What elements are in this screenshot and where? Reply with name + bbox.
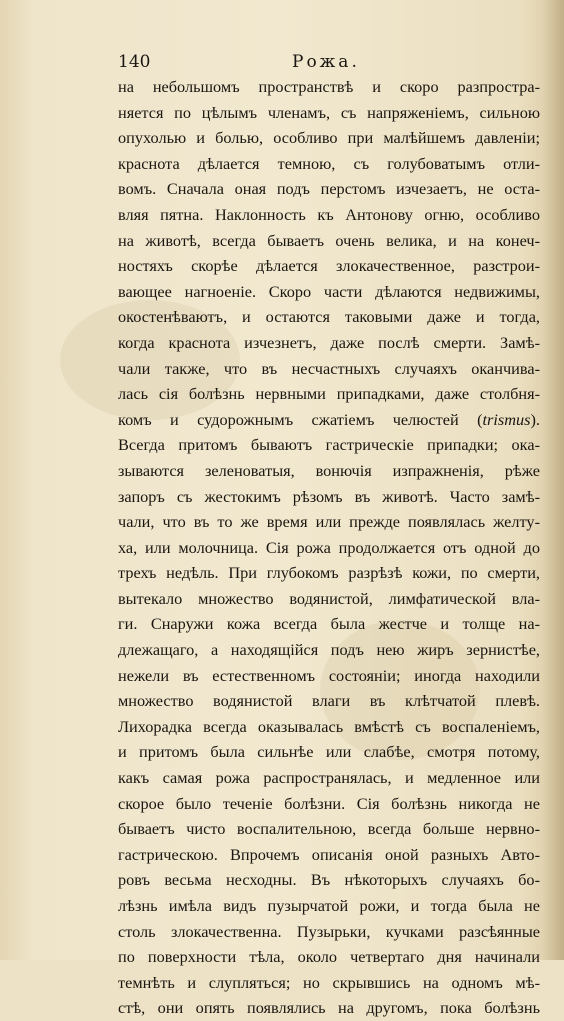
line-text: темнѣть и слупляться; но скрывшись на одномъ мѣ- <box>118 972 540 992</box>
line-text: зываются зеленоватыя, вонючія изпражненія, рѣже <box>118 460 540 480</box>
page-number: 140 <box>118 52 151 72</box>
line-text: лѣзнь имѣла видъ пузырчатой рожи, и тогда была не <box>118 896 540 915</box>
text-line <box>118 228 540 254</box>
text-line <box>118 919 540 945</box>
text-line <box>118 739 540 765</box>
text-line <box>118 176 540 202</box>
body-text <box>118 74 540 1021</box>
text-line <box>118 867 540 893</box>
text-line <box>118 279 540 305</box>
text-line <box>118 381 540 407</box>
text-line <box>118 637 540 663</box>
line-text: столь злокачественна. Пузырьки, кучками разсѣянные <box>118 921 540 941</box>
line-text: ). <box>530 409 540 429</box>
line-text: ностяхъ скорѣе дѣлается злокачественное, разстрои- <box>118 256 540 276</box>
line-text: ровъ весьма несходны. Въ нѣкоторыхъ случаяхъ бо- <box>118 870 540 890</box>
text-line <box>118 432 540 458</box>
text-line <box>118 253 540 279</box>
text-line <box>118 944 540 970</box>
text-line <box>118 688 540 714</box>
line-text: ха, или молочница. Сія рожа продолжается отъ одной до <box>118 537 540 557</box>
line-text: на небольшомъ пространствѣ и скоро разпростра- <box>118 77 540 96</box>
text-line <box>118 151 540 177</box>
text-line <box>118 611 540 637</box>
running-title: Рожа. <box>292 52 360 72</box>
line-text: скорое было теченіе болѣзни. Сія болѣзнь никогда не <box>118 793 540 813</box>
line-text: няется по цѣлымъ членамъ, съ напряженіемъ, сильною <box>118 102 540 122</box>
text-line <box>118 970 540 996</box>
line-text: чали также, что въ несчастныхъ случаяхъ оканчива- <box>118 358 540 378</box>
text-line <box>118 893 540 919</box>
text-line <box>118 74 540 100</box>
line-text: какъ самая рожа распространялась, и медленное или <box>118 768 540 788</box>
line-text: трехъ недѣль. При глубокомъ разрѣзѣ кожи, по смерти, <box>118 563 540 583</box>
text-line <box>118 560 540 586</box>
text-line <box>118 586 540 612</box>
text-line <box>118 535 540 561</box>
line-text: Всегда притомъ бываютъ гастрическіе припадки; ока- <box>118 435 540 455</box>
line-text: комъ и судорожнымъ сжатіемъ челюстей ( <box>118 409 483 429</box>
text-line <box>118 791 540 817</box>
text-line <box>118 100 540 126</box>
line-text: по поверхности тѣла, около четвертаго дня начинали <box>118 947 540 967</box>
text-line <box>118 458 540 484</box>
text-line <box>118 484 540 510</box>
line-text: лась сія болѣзнь нервными припадками, даже столбня- <box>118 384 540 404</box>
line-text: вляя пятна. Наклонность къ Антонову огню, особливо <box>118 204 540 224</box>
latin-term: trismus <box>482 409 531 429</box>
line-text: гастрическою. Впрочемъ описанія оной разныхъ Авто- <box>118 844 540 864</box>
text-line <box>118 330 540 356</box>
text-line <box>118 202 540 228</box>
page-edge-shadow <box>542 0 564 960</box>
text-line <box>118 816 540 842</box>
line-text: краснота дѣлается темною, съ голубоватымъ отли- <box>118 153 540 173</box>
text-line <box>118 407 540 433</box>
line-text: и притомъ была сильнѣе или слабѣе, смотря потому, <box>118 742 540 762</box>
line-text: окостенѣваютъ, и остаются таковыми даже и тогда, <box>118 307 540 327</box>
line-text: когда краснота изчезнетъ, даже послѣ смерти. Замѣ- <box>118 332 540 352</box>
line-text: длежащаго, а находящійся подъ нею жиръ зернистѣе, <box>118 640 540 660</box>
line-text: вомъ. Сначала оная подъ перстомъ изчезаетъ, не оста- <box>118 179 540 199</box>
text-line <box>118 842 540 868</box>
text-line <box>118 356 540 382</box>
line-text: опухолью и болью, особливо при малѣйшемъ давленіи; <box>118 128 540 148</box>
line-text: нежели въ естественномъ состояніи; иногда находили <box>118 665 540 685</box>
line-text: вающее нагноеніе. Скоро части дѣлаются недвижимы, <box>118 281 540 301</box>
text-line <box>118 714 540 740</box>
line-text: стѣ, они опять появлялись на другомъ, пока болѣзнь <box>118 998 540 1018</box>
line-text: бываетъ чисто воспалительною, всегда больше нервно- <box>118 819 540 839</box>
text-line <box>118 509 540 535</box>
line-text: чали, что въ то же время или прежде появлялась желту- <box>118 512 540 532</box>
text-line <box>118 125 540 151</box>
line-text: запоръ съ жестокимъ рѣзомъ въ животѣ. Часто замѣ- <box>118 486 540 506</box>
line-text: множество водянистой влаги въ клѣтчатой плевѣ. <box>118 691 540 711</box>
text-line <box>118 995 540 1021</box>
text-line <box>118 663 540 689</box>
text-line <box>118 304 540 330</box>
text-line <box>118 765 540 791</box>
line-text: вытекало множество водянистой, лимфатической вла- <box>118 588 540 608</box>
line-text: на животѣ, всегда бываетъ очень велика, и на конеч- <box>118 230 540 250</box>
line-text: ги. Снаружи кожа всегда была жестче и толще на- <box>118 614 540 634</box>
line-text: Лихорадка всегда оказывалась вмѣстѣ съ воспаленіемъ, <box>118 716 540 736</box>
page-header <box>118 52 538 74</box>
